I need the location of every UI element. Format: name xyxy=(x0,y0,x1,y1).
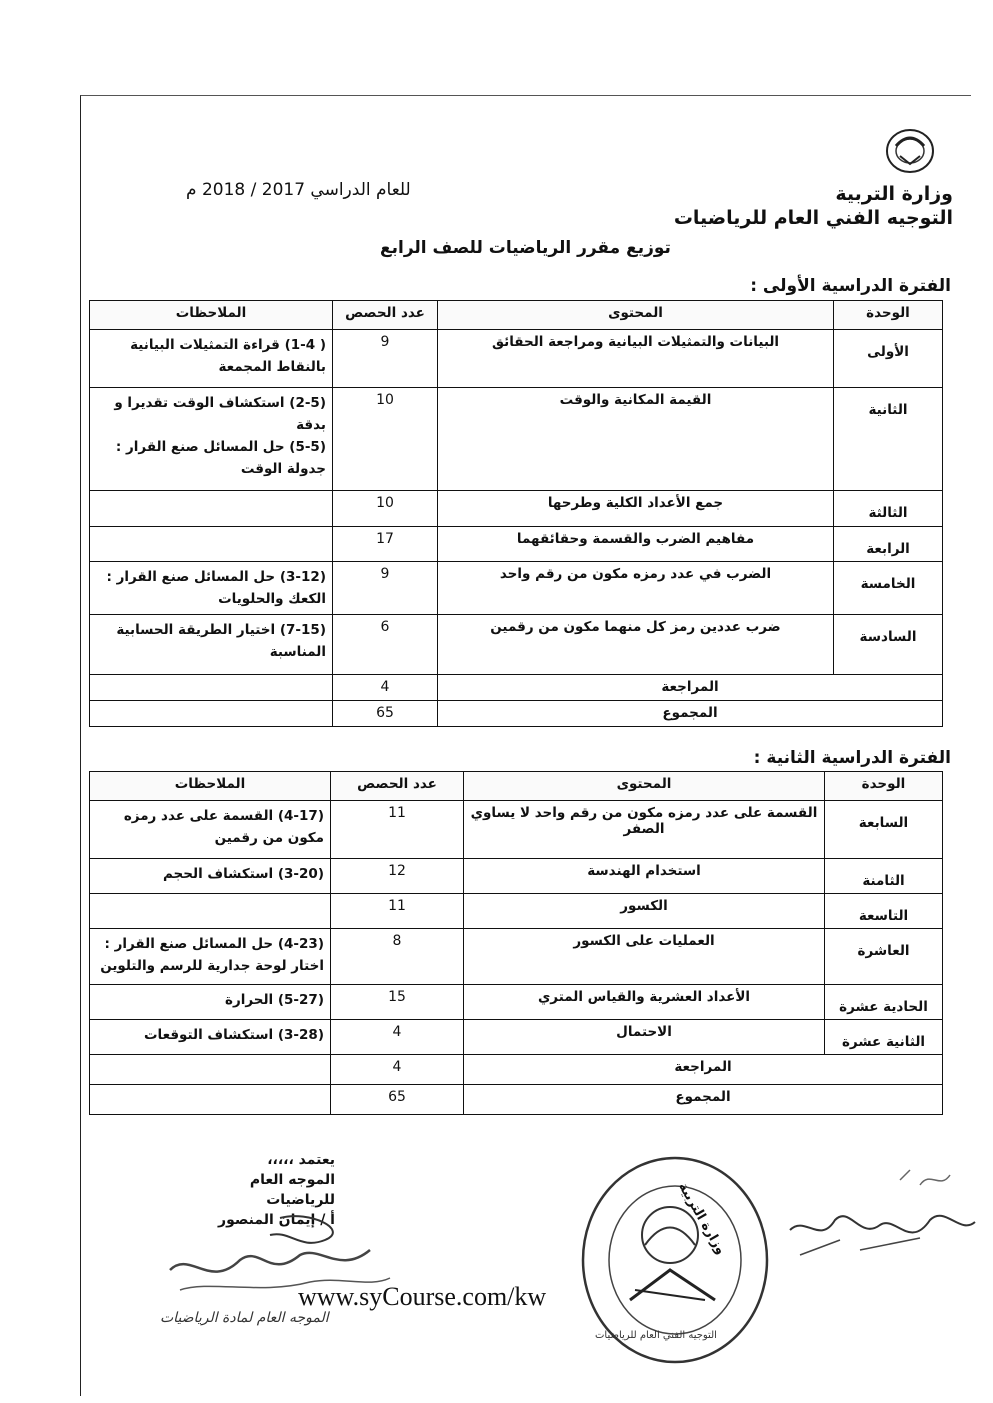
col-unit-header: الوحدة xyxy=(834,301,943,330)
notes-cell: (7-15) اختيار الطريقة الحسابية المناسبة xyxy=(90,615,333,675)
table-row xyxy=(90,615,943,675)
col-periods-header: عدد الحصص xyxy=(331,772,464,801)
unit-cell: السابعة xyxy=(825,801,943,859)
kuwait-emblem-icon xyxy=(884,126,936,176)
review-row xyxy=(90,675,943,701)
total-row xyxy=(90,1085,943,1115)
notes-cell: (4-23) حل المسائل صنع القرار : اختار لوحة جدارية للرسم والتلوين xyxy=(90,929,331,985)
academic-year: للعام الدراسي 2017 / 2018 م xyxy=(186,180,411,200)
table-row xyxy=(90,801,943,859)
period1-label: الفترة الدراسية الأولى : xyxy=(750,276,951,296)
count-cell: 15 xyxy=(331,985,464,1020)
unit-cell: الثالثة xyxy=(834,491,943,527)
stamp-role-text: الموجه العام لمادة الرياضيات xyxy=(160,1310,329,1326)
notes-cell xyxy=(90,894,331,929)
unit-cell: العاشرة xyxy=(825,929,943,985)
unit-cell: الثانية xyxy=(834,388,943,491)
count-cell: 6 xyxy=(333,615,438,675)
table-row xyxy=(90,491,943,527)
table-row xyxy=(90,894,943,929)
col-notes-header: الملاحظات xyxy=(90,301,333,330)
empty-cell xyxy=(90,701,333,727)
count-cell: 10 xyxy=(333,491,438,527)
review-label: المراجعة xyxy=(438,675,943,701)
col-content-header: المحتوى xyxy=(464,772,825,801)
empty-cell xyxy=(90,1085,331,1115)
empty-cell xyxy=(90,1055,331,1085)
unit-cell: الثانية عشرة xyxy=(825,1020,943,1055)
col-notes-header: الملاحظات xyxy=(90,772,331,801)
unit-cell: الثامنة xyxy=(825,859,943,894)
content-cell: الكسور xyxy=(464,894,825,929)
total-row xyxy=(90,701,943,727)
stamp-top-text: وزارة التربية xyxy=(675,1180,729,1258)
table-row xyxy=(90,330,943,388)
notes-cell: (3-28) استكشاف التوقعات xyxy=(90,1020,331,1055)
review-row xyxy=(90,1055,943,1085)
empty-cell xyxy=(90,675,333,701)
table-row xyxy=(90,859,943,894)
unit-cell: الخامسة xyxy=(834,562,943,615)
count-cell: 4 xyxy=(331,1020,464,1055)
content-cell: الأعداد العشرية والقياس المتري xyxy=(464,985,825,1020)
col-periods-header: عدد الحصص xyxy=(333,301,438,330)
unit-cell: السادسة xyxy=(834,615,943,675)
content-cell: الضرب في عدد رمزه مكون من رقم واحد xyxy=(438,562,834,615)
page-title: توزيع مقرر الرياضيات للصف الرابع xyxy=(380,238,671,258)
table-row xyxy=(90,929,943,985)
count-cell: 8 xyxy=(331,929,464,985)
count-cell: 11 xyxy=(331,894,464,929)
table-row xyxy=(90,1020,943,1055)
period2-table xyxy=(89,771,943,1115)
content-cell: العمليات على الكسور xyxy=(464,929,825,985)
count-cell: 9 xyxy=(333,330,438,388)
count-cell: 12 xyxy=(331,859,464,894)
content-cell: الاحتمال xyxy=(464,1020,825,1055)
content-cell: ضرب عددين رمز كل منهما مكون من رقمين xyxy=(438,615,834,675)
table-row xyxy=(90,985,943,1020)
notes-cell: ( 1-4) قراءة التمثيلات البيانية بالنقاط المجمعة xyxy=(90,330,333,388)
unit-cell: الرابعة xyxy=(834,527,943,562)
review-label: المراجعة xyxy=(464,1055,943,1085)
total-label: المجموع xyxy=(438,701,943,727)
signer-name: أ / إيمان المنصور xyxy=(218,1212,335,1228)
unit-cell: الحادية عشرة xyxy=(825,985,943,1020)
content-cell: مفاهيم الضرب والقسمة وحقائقهما xyxy=(438,527,834,562)
table-row xyxy=(90,388,943,491)
notes-cell: (5-27) الحرارة xyxy=(90,985,331,1020)
count-cell: 10 xyxy=(333,388,438,491)
period2-label: الفترة الدراسية الثانية : xyxy=(753,748,951,768)
signer-role: الموجه العام للرياضيات xyxy=(249,1172,335,1208)
notes-cell xyxy=(90,527,333,562)
table-row xyxy=(90,562,943,615)
watermark-url[interactable]: www.syCourse.com/kw xyxy=(298,1282,547,1311)
count-cell: 11 xyxy=(331,801,464,859)
count-cell: 9 xyxy=(333,562,438,615)
content-cell: القيمة المكانية والوقت xyxy=(438,388,834,491)
unit-cell: التاسعة xyxy=(825,894,943,929)
review-count: 4 xyxy=(333,675,438,701)
content-cell: جمع الأعداد الكلية وطرحها xyxy=(438,491,834,527)
notes-cell xyxy=(90,491,333,527)
review-count: 4 xyxy=(331,1055,464,1085)
col-unit-header: الوحدة xyxy=(825,772,943,801)
total-count: 65 xyxy=(331,1085,464,1115)
content-cell: القسمة على عدد رمزه مكون من رقم واحد لا يساوي الصفر xyxy=(464,801,825,859)
period1-table xyxy=(89,300,943,727)
ministry-name: وزارة التربية xyxy=(835,183,953,205)
count-cell: 17 xyxy=(333,527,438,562)
handwritten-date-icon xyxy=(780,1160,980,1280)
table-row xyxy=(90,527,943,562)
approval-text: يعتمد ،،،،، xyxy=(267,1152,335,1168)
stamp-ring-text: التوجيه الفني العام للرياضيات xyxy=(595,1330,717,1341)
total-count: 65 xyxy=(333,701,438,727)
notes-cell: (3-12) حل المسائل صنع القرار : الكعك والحلويات xyxy=(90,562,333,615)
content-cell: البيانات والتمثيلات البيانية ومراجعة الحقائق xyxy=(438,330,834,388)
notes-cell: (4-17) القسمة على عدد رمزه مكون من رقمين xyxy=(90,801,331,859)
ministry-header xyxy=(674,182,953,230)
notes-cell: (2-5) استكشاف الوقت تقديرا و بدقة (5-5) حل المسائل صنع القرار : جدولة الوقت xyxy=(90,388,333,491)
content-cell: استخدام الهندسة xyxy=(464,859,825,894)
notes-cell: (3-20) استكشاف الحجم xyxy=(90,859,331,894)
department-name: التوجيه الفني العام للرياضيات xyxy=(673,207,953,229)
unit-cell: الأولى xyxy=(834,330,943,388)
total-label: المجموع xyxy=(464,1085,943,1115)
col-content-header: المحتوى xyxy=(438,301,834,330)
